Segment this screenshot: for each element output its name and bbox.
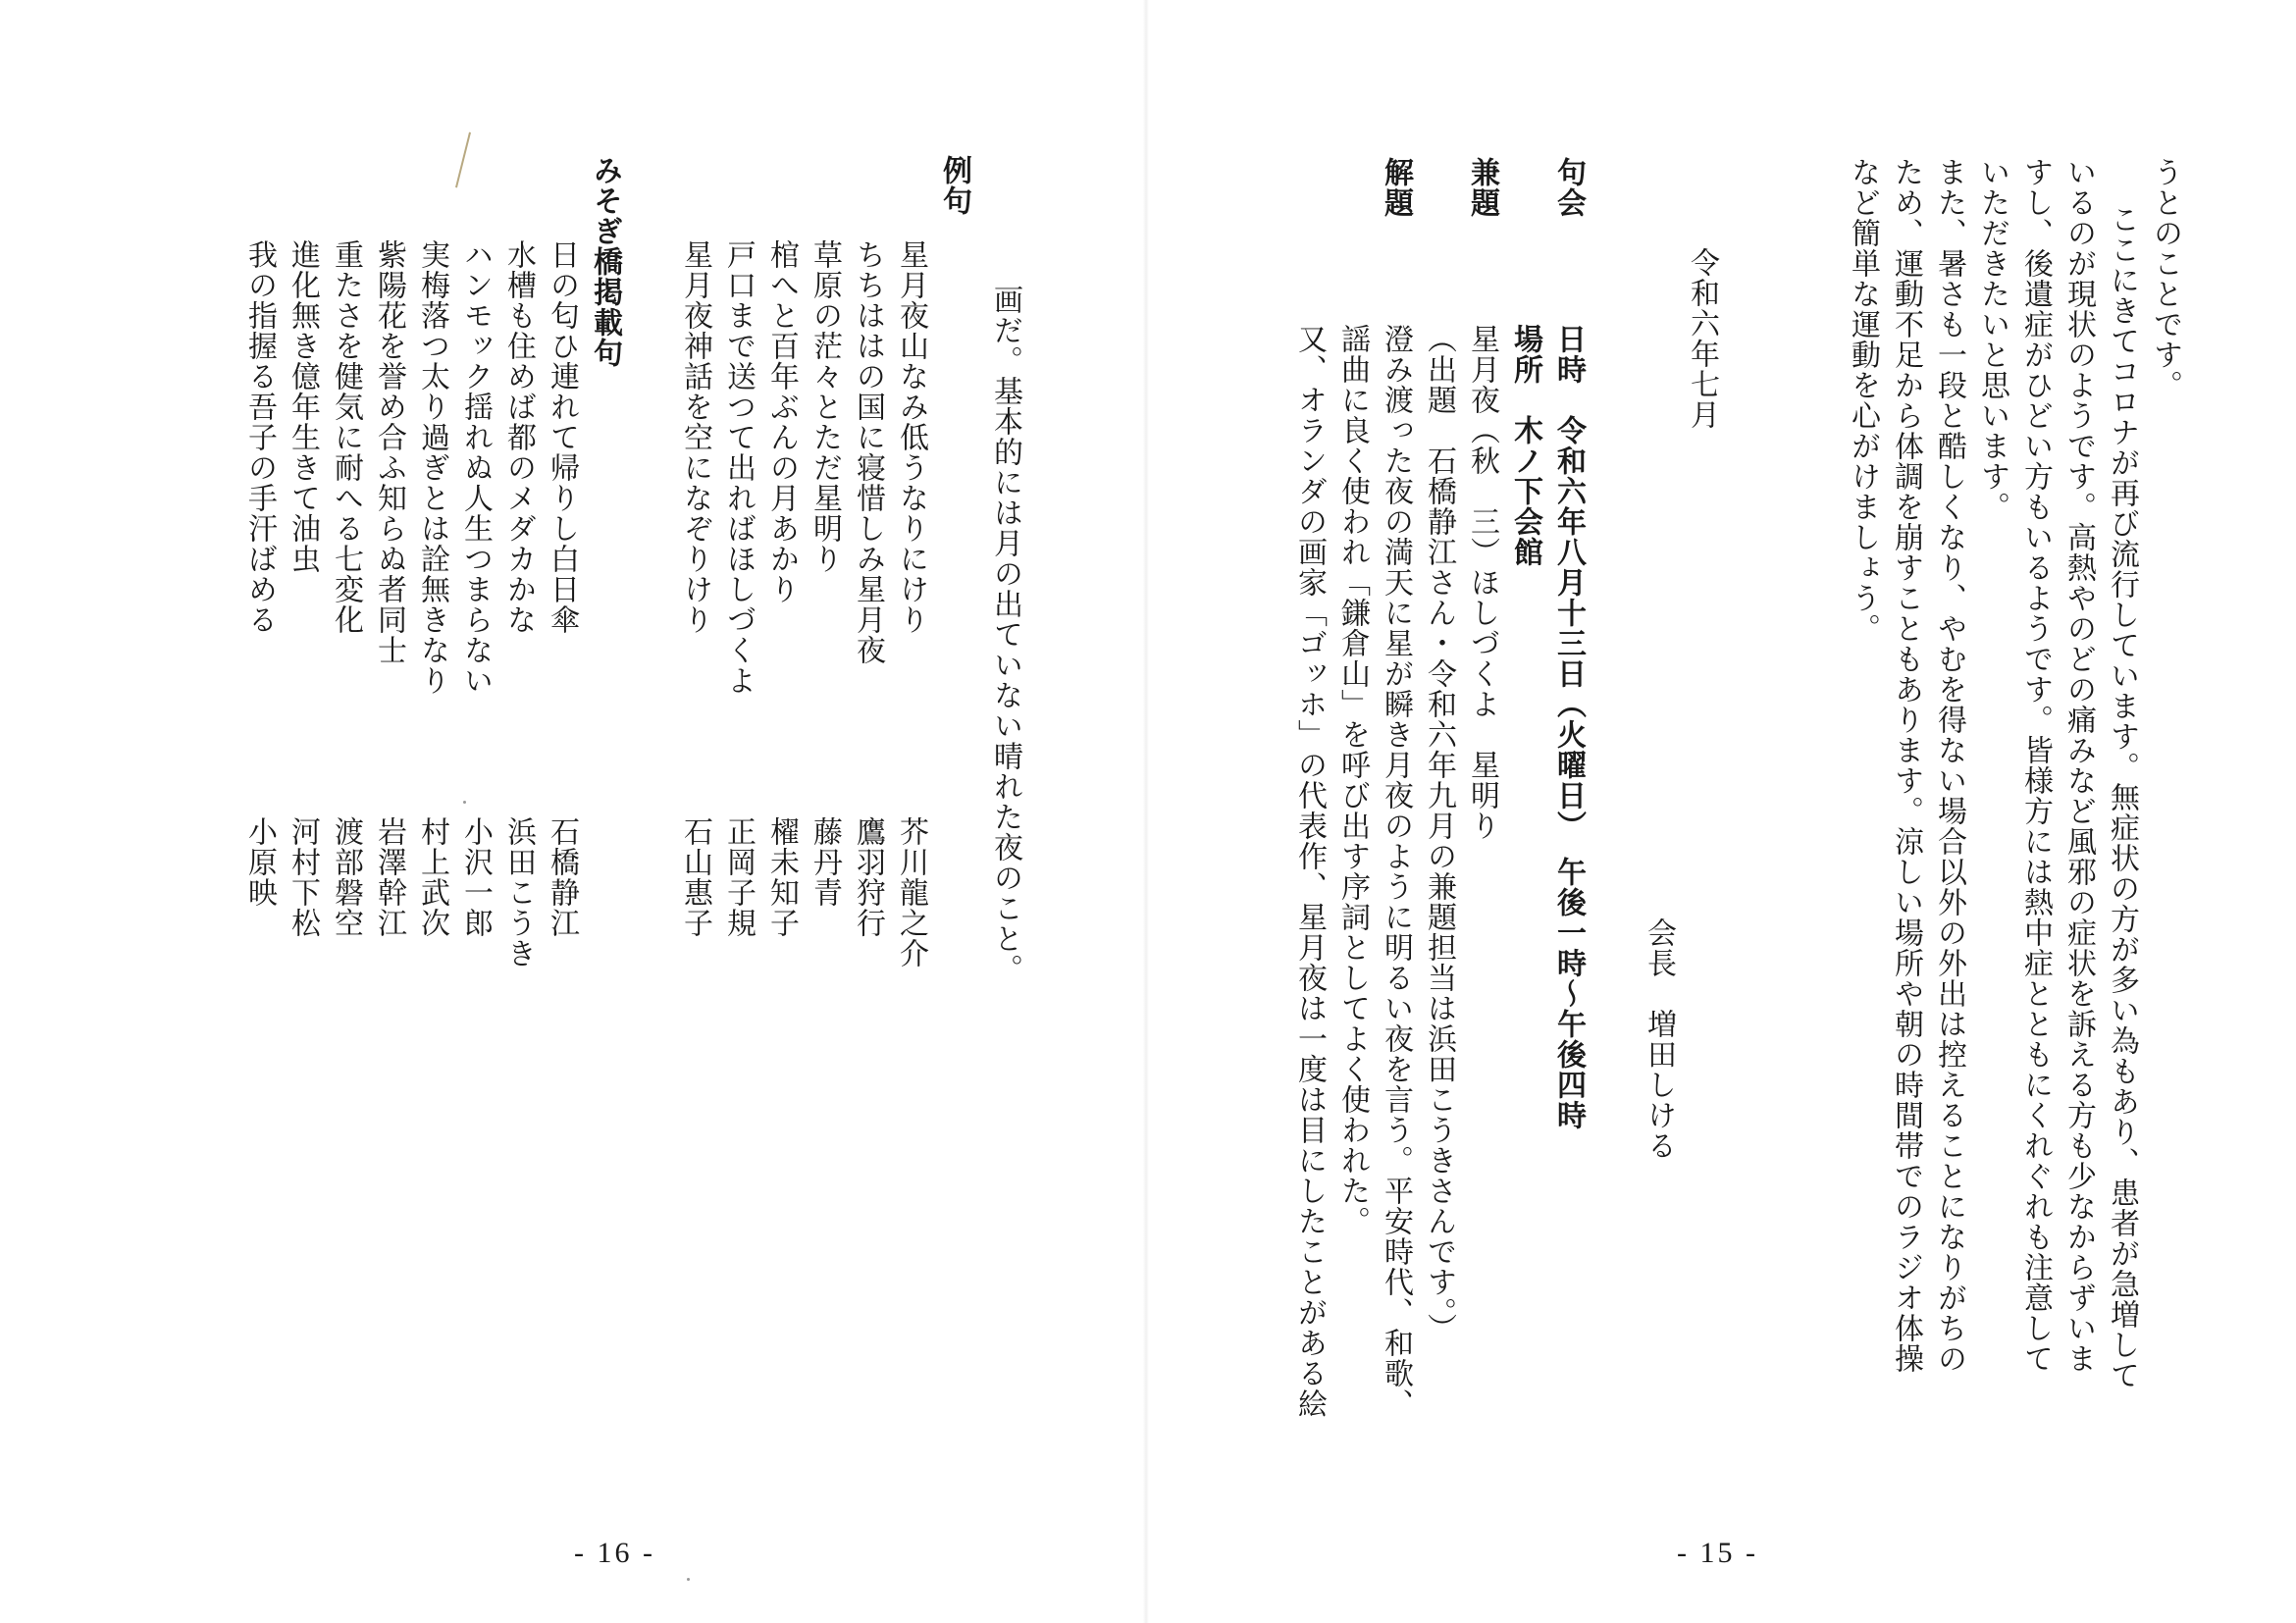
body-line-1: うとのことです。	[2148, 157, 2182, 400]
kaidai-continuation: 画だ。基本的には月の出ていない晴れた夜のこと。	[988, 285, 1022, 984]
body-line-6: また、暑さも一段と酷しくなり、やむを得ない場合以外の外出は控えることになりがちの	[1932, 157, 1966, 1374]
reiku-haiku: 棺へと百年ぶんの月あかり	[764, 239, 799, 604]
page-number: - 16 -	[574, 1537, 655, 1569]
kukai-datetime: 日時 令和六年八月十三日（火曜日） 午後一時～午後四時	[1551, 324, 1586, 1130]
reiku-author: 鷹羽狩行	[851, 816, 885, 938]
reiku-author: 石山惠子	[678, 816, 712, 938]
kukai-label: 句会	[1551, 157, 1586, 218]
kaidai-line-1: （出題 石橋静江さん・令和六年九月の兼題担当は浜田こうきさんです。）	[1422, 324, 1456, 1343]
misogi-haiku: 進化無き億年生きて油虫	[286, 239, 320, 574]
misogi-label: みそぎ橋掲載句	[588, 155, 622, 368]
body-line-5: いただきたいと思います。	[1975, 157, 2009, 522]
body-line-2: ここにきてコロナが再び流行しています。無症状の方が多い為もあり、患者が急増して	[2105, 204, 2139, 1390]
kaidai-label: 解題	[1379, 157, 1413, 218]
misogi-haiku: 実梅落つ太り過ぎとは詮無きなり	[415, 239, 449, 696]
misogi-author: 石橋静江	[545, 816, 579, 938]
reiku-label: 例句	[937, 155, 971, 216]
kendai-label: 兼題	[1465, 157, 1499, 218]
paper-speck	[463, 801, 466, 804]
page-15	[1149, 0, 2296, 1623]
body-line-7: ため、運動不足から体調を崩すこともあります。涼しい場所や朝の時間帯でのラジオ体操	[1889, 157, 1923, 1374]
misogi-author: 渡部磐空	[329, 816, 363, 938]
misogi-haiku: 日の匂ひ連れて帰りし白日傘	[545, 239, 579, 635]
reiku-haiku: 星月夜神話を空になぞりけり	[678, 239, 712, 635]
misogi-haiku: 紫陽花を誉め合ふ知らぬ者同士	[372, 239, 406, 665]
reiku-haiku: 星月夜山なみ低うなりにけり	[894, 239, 928, 635]
kaidai-line-3: 謡曲に良く使われ「鎌倉山」を呼び出す序詞としてよく使われた。	[1335, 324, 1370, 1236]
misogi-author: 村上武次	[415, 816, 449, 938]
page-16	[0, 0, 1143, 1623]
misogi-haiku: 水槽も住めば都のメダカかな	[501, 239, 536, 635]
misogi-author: 小原映	[242, 816, 277, 908]
body-line-8: など簡単な運動を心がけましょう。	[1846, 157, 1880, 644]
kaidai-line-2: 澄み渡った夜の満天に星が瞬き月夜のように明るい夜を言う。平安時代、和歌、	[1379, 324, 1413, 1419]
kendai-text: 星月夜（秋 三）ほしづくよ 星明り	[1465, 324, 1499, 841]
reiku-author: 芥川龍之介	[894, 816, 928, 969]
misogi-author: 岩澤幹江	[372, 816, 406, 938]
paper-speck	[687, 1578, 690, 1581]
misogi-haiku: 我の指握る吾子の手汗ばめる	[242, 239, 277, 635]
misogi-author: 河村下松	[286, 816, 320, 938]
letter-date: 令和六年七月	[1685, 247, 1719, 430]
kaidai-line-4: 又、オランダの画家「ゴッホ」の代表作、星月夜は一度は目にしたことがある絵	[1292, 324, 1327, 1419]
body-line-4: すし、後遺症がひどい方もいるようです。皆様方には熱中症とともにくれぐれも注意して	[2018, 157, 2053, 1374]
kukai-place: 場所 木ノ下会館	[1508, 324, 1542, 567]
letter-signature: 会長 増田しける	[1642, 917, 1676, 1161]
page-number: - 15 -	[1677, 1537, 1758, 1569]
misogi-author: 浜田こうき	[501, 816, 536, 969]
paper-mark	[455, 132, 471, 188]
reiku-author: 櫂未知子	[764, 816, 799, 938]
misogi-haiku: 重たさを健気に耐へる七変化	[329, 239, 363, 635]
misogi-author: 小沢一郎	[458, 816, 493, 938]
misogi-haiku: ハンモック揺れぬ人生つまらない	[458, 239, 493, 696]
reiku-haiku: 戸口まで送つて出ればほしづくよ	[721, 239, 756, 696]
reiku-author: 藤丹青	[808, 816, 842, 908]
reiku-haiku: ちちははの国に寝惜しみ星月夜	[851, 239, 885, 665]
reiku-author: 正岡子規	[721, 816, 756, 938]
body-line-3: いるのが現状のようです。高熱やのどの痛みなど風邪の症状を訴える方も少なからずいま	[2061, 157, 2096, 1374]
reiku-haiku: 草原の茫々とただ星明り	[808, 239, 842, 574]
